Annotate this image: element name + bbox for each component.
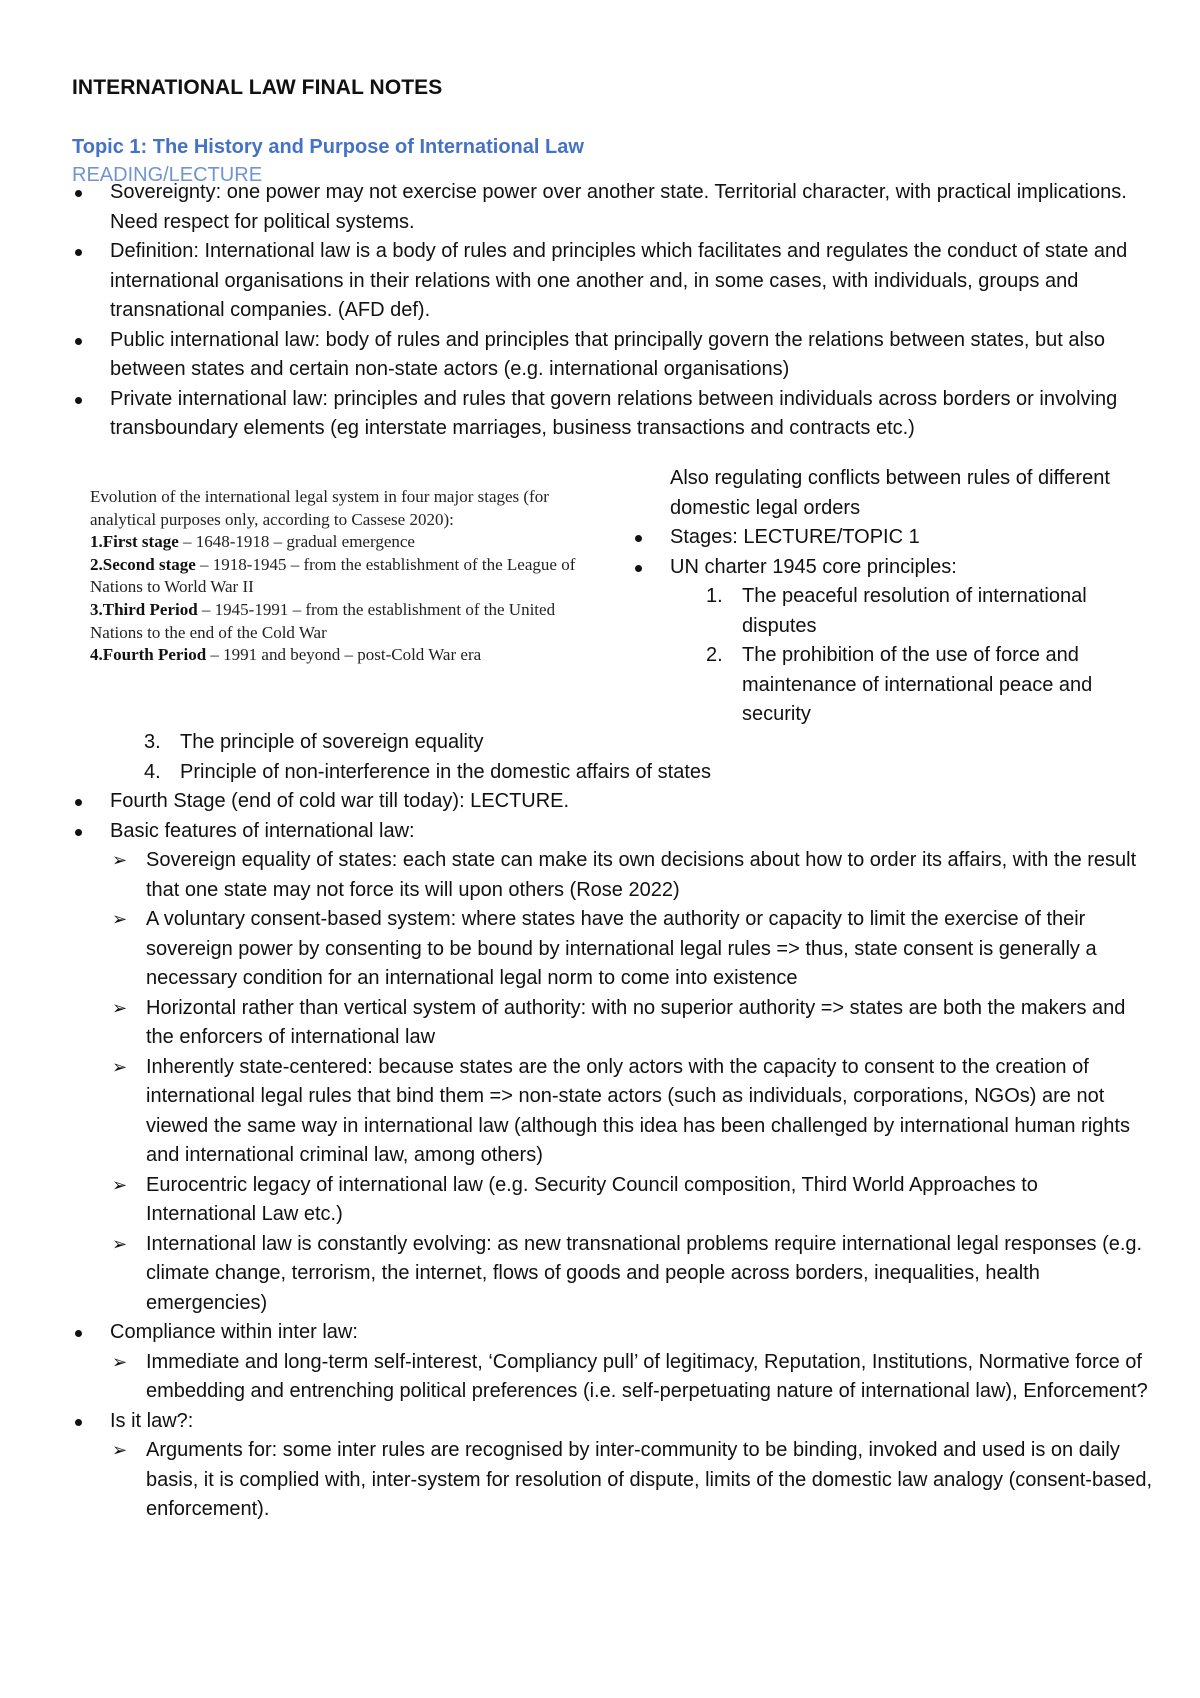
list-item: ➢ International law is constantly evolving: as new transnational problems require international legal responses (e.g. climate change, terrorism, the internet, flows of goods and people across borders, inequalities, health emergencies)	[110, 1230, 1152, 1319]
list-item: 2. The prohibition of the use of force and maintenance of international peace and security	[706, 644, 1093, 725]
bullet-un-charter: UN charter 1945 core principles:	[632, 553, 1152, 583]
bullet-fourth-stage: Fourth Stage (end of cold war till today): LECTURE.	[72, 787, 1152, 817]
bullet-is-it-law: Is it law?:	[72, 1407, 1152, 1437]
arrow-bullet-icon: ➢	[112, 1440, 128, 1461]
is-it-law-list	[110, 1436, 1152, 1525]
arrow-bullet-icon: ➢	[112, 850, 128, 871]
bullet-stages: Stages: LECTURE/TOPIC 1	[632, 523, 1152, 553]
caption-stage-3: 3.Third Period – 1945-1991 – from the establishment of the United Nations to the end of the Cold War	[90, 599, 556, 642]
list-item: ➢ Sovereign equality of states: each state can make its own decisions about how to order its affairs, with the result that one state may not force its will upon others (Rose 2022)	[110, 846, 1152, 905]
bullet-basic-features: Basic features of international law:	[72, 817, 1152, 847]
arrow-bullet-icon: ➢	[112, 1056, 128, 1078]
arrow-bullet-icon: ➢	[112, 1351, 128, 1373]
bullet-sovereignty: Sovereignty: one power may not exercise power over another state. Territorial character, with practical implications. Need respect for political systems.	[72, 178, 1152, 237]
list-item: ➢ Eurocentric legacy of international law (e.g. Security Council composition, Third World Approaches to International Law etc.)	[110, 1171, 1152, 1230]
list-item: 1. The peaceful resolution of international disputes	[706, 585, 1087, 637]
arrow-bullet-icon: ➢	[112, 1233, 128, 1255]
list-item: ➢ Arguments for: some inter rules are recognised by inter-community to be binding, invoked and used is on daily basis, it is complied with, inter-system for resolution of dispute, limits of the domestic law analogy (consent-based, enforcement).	[110, 1436, 1152, 1525]
list-item: ➢ Inherently state-centered: because states are the only actors with the capacity to consent to the creation of international legal rules that bind them => non-state actors (such as individuals, corporations, NGOs) are not viewed the same way in international law (although this idea has been challenged by international human rights and international criminal law, among others)	[110, 1053, 1152, 1171]
bullet-definition: Definition: International law is a body of rules and principles which facilitates and regulates the conduct of state and international organisations in their relations with one another and, in some cases, with individuals, groups and transnational companies. (AFD def).	[72, 237, 1152, 326]
top-bullet-list	[72, 178, 1152, 444]
topic-heading: Topic 1: The History and Purpose of International Law	[72, 136, 584, 158]
arrow-bullet-icon: ➢	[112, 1174, 128, 1196]
list-item: ➢ Immediate and long-term self-interest, ‘Compliancy pull’ of legitimacy, Reputation, Institutions, Normative force of embedding and entrenching political preferences (i.e. self-perpetuating nature of international law), Enforcement?	[110, 1348, 1152, 1407]
reading-label: READING/LECTURE	[72, 164, 263, 186]
private-law-continuation: Also regulating conflicts between rules of different domestic legal orders	[670, 467, 1110, 519]
lower-section	[72, 787, 1152, 1525]
list-item: ➢ A voluntary consent-based system: where states have the authority or capacity to limit the exercise of their sovereign power by consenting to be bound by international legal rules => thus, state consent is generally a necessary condition for an international legal norm to come into existence	[110, 905, 1152, 994]
arrow-bullet-icon: ➢	[112, 909, 128, 930]
bullet-compliance: Compliance within inter law:	[72, 1318, 1152, 1348]
bullet-private-international-law: Private international law: principles and rules that govern relations between individuals across borders or involving transboundary elements (eg interstate marriages, business transactions and contracts etc.)	[72, 385, 1152, 444]
evolution-caption	[90, 486, 600, 667]
un-principles-list	[706, 582, 1152, 730]
arrow-bullet-icon: ➢	[112, 997, 128, 1019]
caption-intro: Evolution of the international legal system in four major stages (for analytical purposes only, according to Cassese 2020):	[90, 487, 549, 529]
bullet-public-international-law: Public international law: body of rules and principles that principally govern the relations between states, but also between states and certain non-state actors (e.g. international organisations)	[72, 326, 1152, 385]
caption-stage-4: 4.Fourth Period – 1991 and beyond – post-Cold War era	[90, 645, 482, 665]
basic-features-list	[110, 846, 1152, 1318]
document-title: INTERNATIONAL LAW FINAL NOTES	[72, 76, 443, 99]
un-principles-continued	[144, 728, 1044, 787]
list-item: ➢ Horizontal rather than vertical system of authority: with no superior authority => states are both the makers and the enforcers of international law	[110, 994, 1152, 1053]
caption-stage-2: 2.Second stage – 1918-1945 – from the establishment of the League of Nations to World War II	[90, 554, 576, 597]
list-item: 3. The principle of sovereign equality	[144, 731, 484, 753]
compliance-list	[110, 1348, 1152, 1407]
list-item: 4. Principle of non-interference in the domestic affairs of states	[144, 760, 712, 783]
right-column	[632, 464, 1152, 730]
caption-stage-1: 1.First stage – 1648-1918 – gradual emergence	[90, 532, 415, 552]
